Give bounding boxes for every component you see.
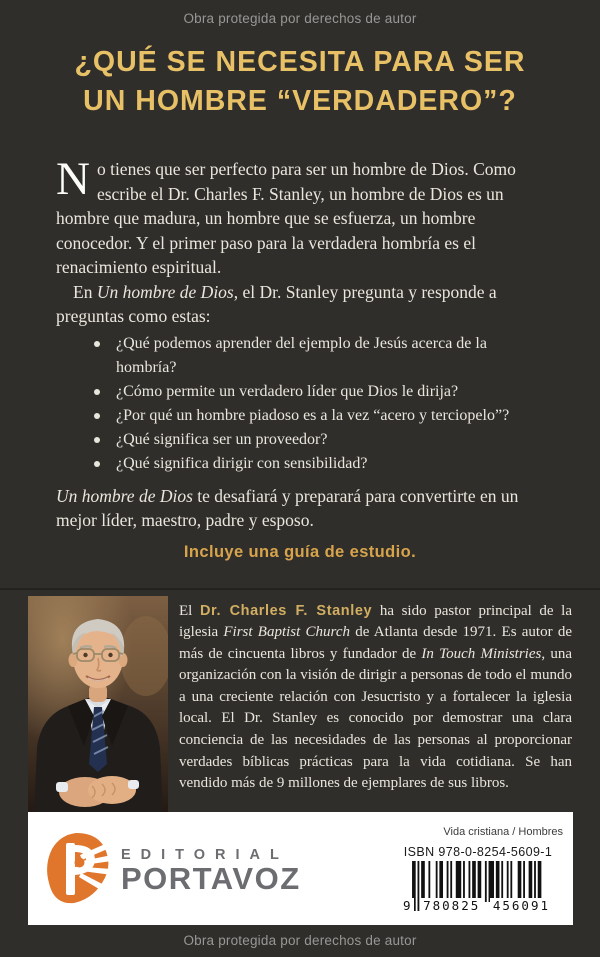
author-photo: [28, 596, 168, 813]
copyright-notice-top: Obra protegida por derechos de autor: [183, 11, 417, 26]
barcode-group1: 780825: [420, 898, 483, 913]
ministry-name-italic: In Touch Ministries: [421, 645, 542, 662]
bio-seg6: , una organización con la visión de dirigir a personas de todo el mundo a una creciente relación con Jesucristo y a fortalecer la iglesia local. El Dr. Stanley es conocido por demostrar una clara conciencia de las necesidades de las personas al proporcionar verdades bíblicas prácticas para la vida cotidiana. Se han vendido más de 9 millones de ejemplares de sus libros.: [179, 645, 573, 792]
publisher-bar: [28, 812, 573, 925]
intro-paragraph: [56, 153, 544, 280]
bullet-item: ¿Qué significa dirigir con sensibilidad?: [92, 452, 544, 476]
bio-seg1: El: [179, 602, 200, 619]
bio-seg2: ha sido pastor principal de la iglesia: [179, 602, 572, 641]
publisher-name-editorial: EDITORIAL: [121, 846, 289, 863]
page-title-line2: UN HOMBRE “VERDADERO”?: [83, 85, 517, 117]
portavoz-logo: [46, 831, 301, 907]
intro-text: o tienes que ser perfecto para ser un hombre de Dios. Como escribe el Dr. Charles F. Stanley, un hombre de Dios es un hombre que madura, un hombre que se esfuerza, un hombre conocedor. Y el primer paso para la verdadera hombría es el renacimiento espiritual.: [56, 159, 516, 277]
dropcap-letter: N: [56, 153, 90, 205]
portavoz-p-icon: [46, 831, 112, 907]
publisher-name: [121, 841, 301, 897]
author-section: [0, 590, 600, 813]
bullet-item: ¿Cómo permite un verdadero líder que Dios le dirija?: [92, 380, 544, 404]
category-label: Vida cristiana / Hombres: [443, 826, 563, 838]
church-name-italic: First Baptist Church: [223, 624, 350, 641]
page-title-line1: ¿QUÉ SE NECESITA PARA SER: [74, 46, 526, 78]
barcode-group2: 456091: [490, 898, 553, 913]
lead-in-seg3: , el Dr. Stanley pregunta y responde a preguntas como estas:: [56, 281, 497, 326]
question-bullet-list: [92, 332, 544, 476]
closing-paragraph: [56, 484, 544, 533]
author-bio: [177, 596, 572, 813]
study-guide-note: Incluye una guía de estudio.: [183, 542, 417, 561]
bullet-item: ¿Por qué un hombre piadoso es a la vez “acero y terciopelo”?: [92, 404, 544, 428]
publisher-name-portavoz: PORTAVOZ: [121, 860, 301, 896]
bullet-item: ¿Qué podemos aprender del ejemplo de Jesús acerca de la hombría?: [92, 332, 544, 380]
closing-seg2: te desafiará y preparará para convertirte en un mejor líder, maestro, padre y esposo.: [56, 485, 519, 530]
author-portrait-image: [28, 596, 168, 813]
barcode-prefix: 9: [403, 898, 414, 913]
barcode-block: [393, 824, 563, 913]
book-title-italic: Un hombre de Dios: [96, 281, 234, 302]
lead-in-seg1: En: [73, 281, 97, 302]
author-name: Dr. Charles F. Stanley: [199, 602, 373, 619]
copyright-notice-bottom: Obra protegida por derechos de autor: [183, 933, 417, 948]
barcode-digits: [402, 898, 554, 913]
bullet-item: ¿Qué significa ser un proveedor?: [92, 428, 544, 452]
isbn-label: ISBN 978-0-8254-5609-1: [403, 845, 553, 859]
page-title: [0, 43, 600, 121]
bio-seg4: de Atlanta desde 1971. Es autor de más de cincuenta libros y fundador de: [179, 624, 572, 662]
back-cover-copy: [0, 153, 600, 562]
book-title-italic: Un hombre de Dios: [56, 485, 193, 506]
lead-in-paragraph: [56, 280, 544, 329]
